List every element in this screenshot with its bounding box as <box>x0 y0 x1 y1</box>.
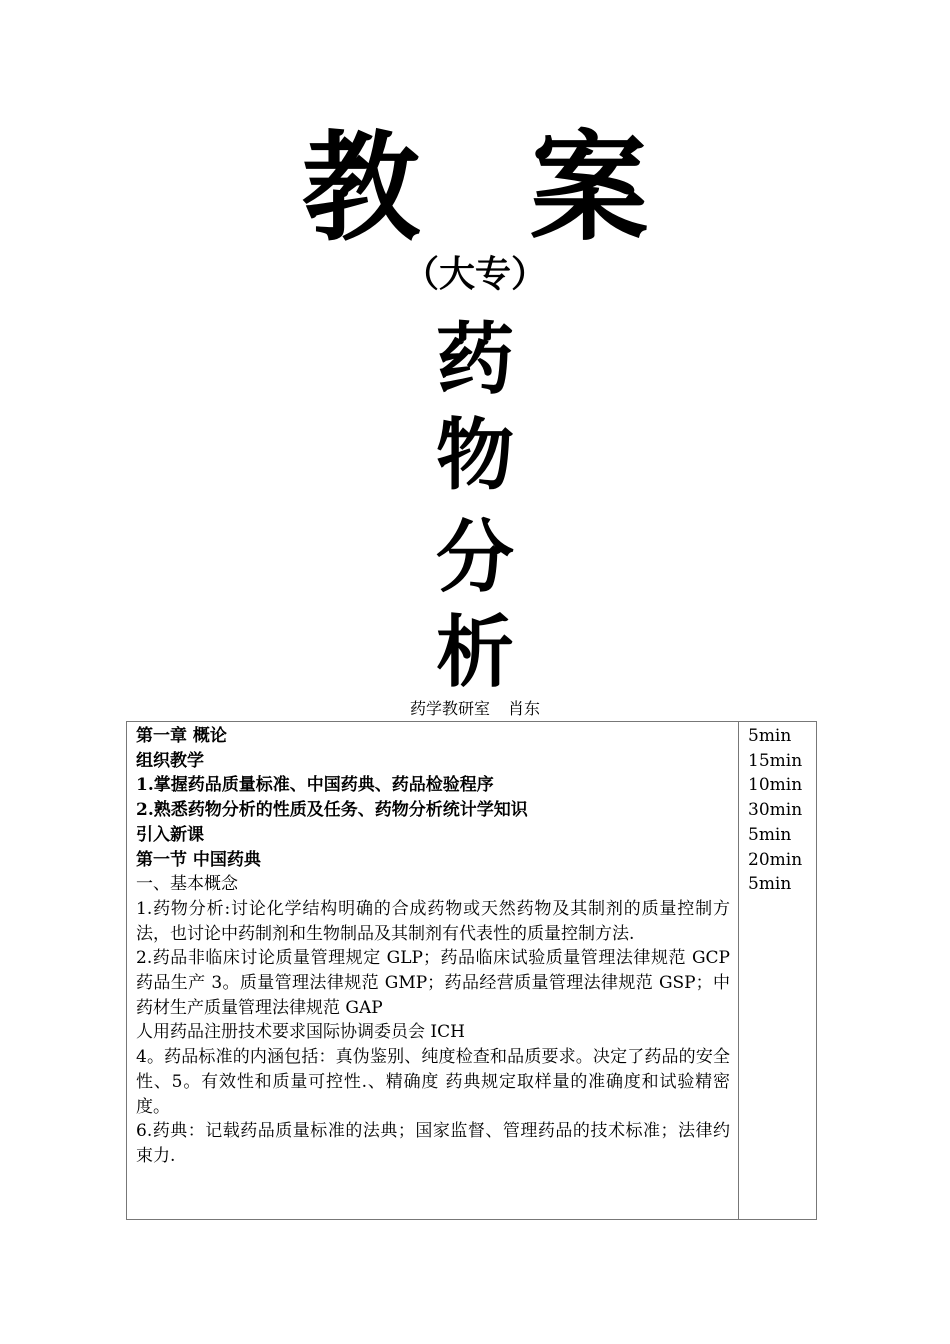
introduce-new-lesson: 引入新课 <box>136 824 204 845</box>
time-item: 5min <box>748 726 792 746</box>
title-char-2: 案 <box>530 118 649 257</box>
author-line <box>0 698 950 720</box>
time-item: 5min <box>748 874 792 895</box>
lesson-content <box>127 722 738 1169</box>
chapter-heading: 第一章 概论 <box>136 726 227 746</box>
time-item: 5min <box>748 824 792 845</box>
table-row <box>127 722 817 1220</box>
paragraph-drug-analysis: 1.药物分析:讨论化学结构明确的合成药物或天然药物及其制剂的质量控制方法，也讨论中药制剂和生物制品及其制剂有代表性的质量控制方法. <box>136 898 730 944</box>
document-subtitle: （大专） <box>402 253 547 295</box>
section-heading: 第一节 中国药典 <box>136 849 261 870</box>
objective-1: 1.掌握药品质量标准、中国药典、药品检验程序 <box>136 775 494 796</box>
content-cell <box>127 722 739 1220</box>
course-title-char-4: 析 <box>435 607 514 698</box>
course-title-char-3: 分 <box>435 512 514 603</box>
organize-teaching: 组织教学 <box>136 750 204 771</box>
time-item: 30min <box>748 800 803 821</box>
title-char-1: 教 <box>301 118 420 257</box>
paragraph-pharmacopoeia: 6.药典：记载药品质量标准的法典；国家监督、管理药品的技术标准；法律约束力. <box>136 1121 730 1166</box>
time-item: 20min <box>748 849 803 870</box>
paragraph-drug-standard: 4。药品标准的内涵包括：真伪鉴别、纯度检查和品质要求。决定了药品的安全性、5。有效性和质量可控性.、精确度 药典规定取样量的准确度和试验精密度。 <box>136 1047 730 1117</box>
basic-concepts-heading: 一、基本概念 <box>136 874 238 895</box>
department-name: 药学教研室 <box>409 699 490 718</box>
document-title <box>0 118 950 258</box>
time-item: 10min <box>748 775 803 796</box>
time-allocation-list <box>739 722 816 897</box>
time-cell <box>739 722 817 1220</box>
lesson-plan-table <box>126 721 817 1220</box>
time-item: 15min <box>748 750 803 771</box>
paragraph-ich: 人用药品注册技术要求国际协调委员会 ICH <box>136 1022 465 1043</box>
teacher-name: 肖东 <box>508 699 541 718</box>
paragraph-regulations: 2.药品非临床讨论质量管理规定 GLP；药品临床试验质量管理法律规范 GCP 药品生产 3。质量管理法律规范 GMP；药品经营质量管理法律规范 GSP；中药材生产质量管理法律规范 GAP <box>136 948 730 1018</box>
course-title-char-1: 药 <box>435 314 514 405</box>
course-title-char-2: 物 <box>435 410 514 501</box>
objective-2: 2.熟悉药物分析的性质及任务、药物分析统计学知识 <box>136 800 528 821</box>
